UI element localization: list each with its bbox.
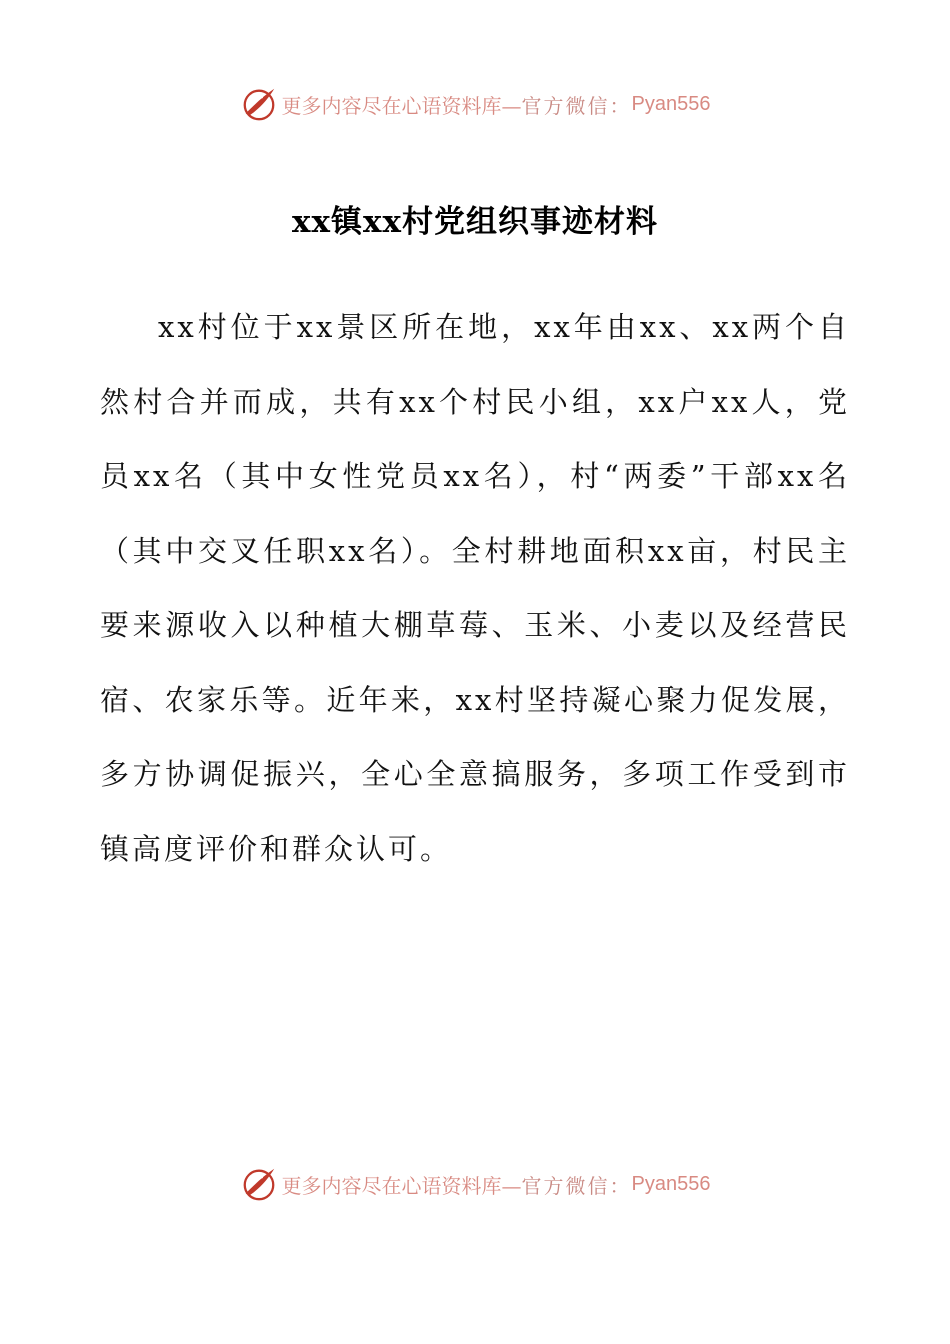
watermark-wechat-label: 官方微信： xyxy=(521,93,632,118)
watermark-wechat-id: Pyan556 xyxy=(631,1172,711,1195)
header-watermark xyxy=(0,82,950,126)
quill-pen-logo-icon xyxy=(240,85,278,123)
footer-watermark xyxy=(0,1162,950,1206)
quill-pen-logo-icon xyxy=(240,1165,278,1203)
watermark-lead-text: 更多内容尽在心语资料库— xyxy=(281,93,522,118)
document-title: xx镇xx村党组织事迹材料 xyxy=(292,204,658,240)
watermark-lead-text: 更多内容尽在心语资料库— xyxy=(281,1173,522,1198)
watermark-wechat-label: 官方微信： xyxy=(521,1173,632,1198)
watermark-wechat-id: Pyan556 xyxy=(631,92,711,115)
body-paragraph: xx村位于xx景区所在地，xx年由xx、xx两个自然村合并而成，共有xx个村民小组，xx户xx人，党员xx名（其中女性党员xx名），村“两委”干部xx名（其中交叉任职xx名）。全村耕地面积xx亩，村民主要来源收入以种植大棚草莓、玉米、小麦以及经营民宿、农家乐等。近年来，xx村坚持凝心聚力促发展，多方协调促振兴，全心全意搞服务，多项工作受到市镇高度评价和群众认可。 xyxy=(100,310,850,866)
